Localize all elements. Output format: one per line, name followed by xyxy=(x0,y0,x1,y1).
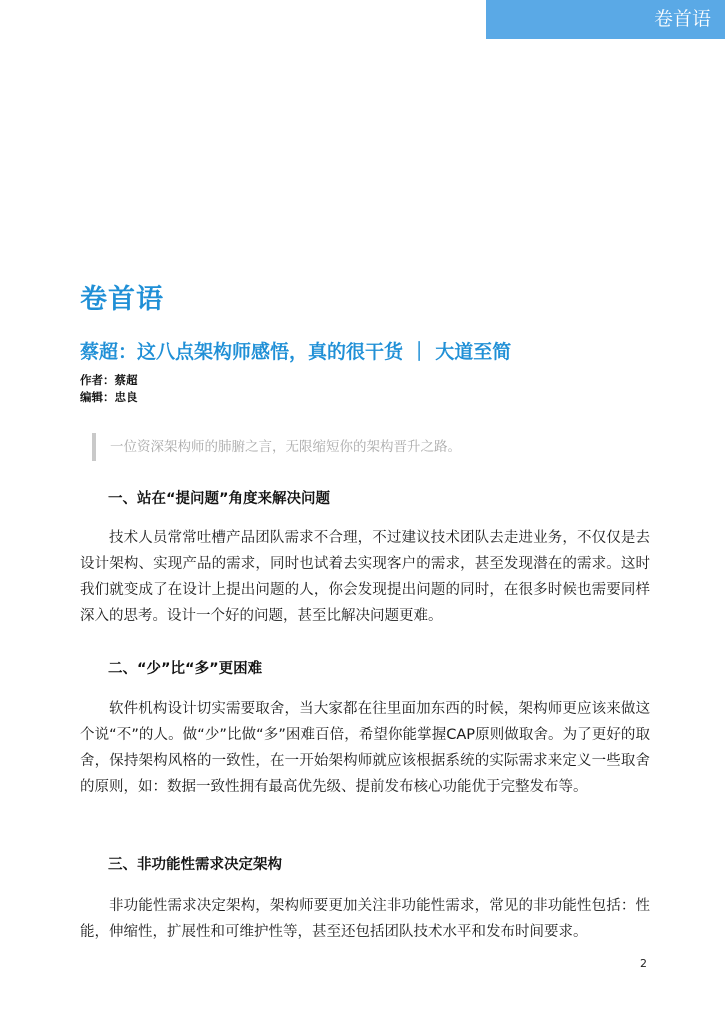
section-heading-3: 三、非功能性需求决定架构 xyxy=(108,857,282,873)
header-section-tab: 卷首语 xyxy=(486,0,725,39)
section-body-3: 非功能性需求决定架构，架构师要更加关注非功能性需求，常见的非功能性包括：性能，伸缩性，扩展性和可维护性等，甚至还包括团队技术水平和发布时间要求。 xyxy=(80,898,650,940)
page-number: 2 xyxy=(640,957,647,970)
page-title: 卷首语 xyxy=(80,284,164,315)
section-body-1: 技术人员常常吐槽产品团队需求不合理，不过建议技术团队去走进业务，不仅仅是去设计架构、实现产品的需求，同时也试着去实现客户的需求，甚至发现潜在的需求。这时我们就变成了在设计上提出问题的人，你会发现提出问题的同时，在很多时候也需要同样深入的思考。设计一个好的问题，甚至比解决问题更难。 xyxy=(80,530,650,624)
article-title: 蔡超：这八点架构师感悟，真的很干货 ｜ 大道至简 xyxy=(80,341,512,363)
section-heading-1: 一、站在“提问题”角度来解决问题 xyxy=(108,491,331,507)
editor-line: 编辑：忠良 xyxy=(80,390,138,404)
author-line: 作者：蔡超 xyxy=(80,373,138,387)
pull-quote: 一位资深架构师的肺腑之言，无限缩短你的架构晋升之路。 xyxy=(92,433,652,461)
section-body-2: 软件机构设计切实需要取舍，当大家都在往里面加东西的时候，架构师更应该来做这个说“不”的人。做“少”比做“多”困难百倍，希望你能掌握CAP原则做取舍。为了更好的取舍，保持架构风格的一致性，在一开始架构师就应该根据系统的实际需求来定义一些取舍的原则，如：数据一致性拥有最高优先级、提前发布核心功能优于完整发布等。 xyxy=(80,701,650,795)
section-heading-2: 二、“少”比“多”更困难 xyxy=(108,661,263,677)
